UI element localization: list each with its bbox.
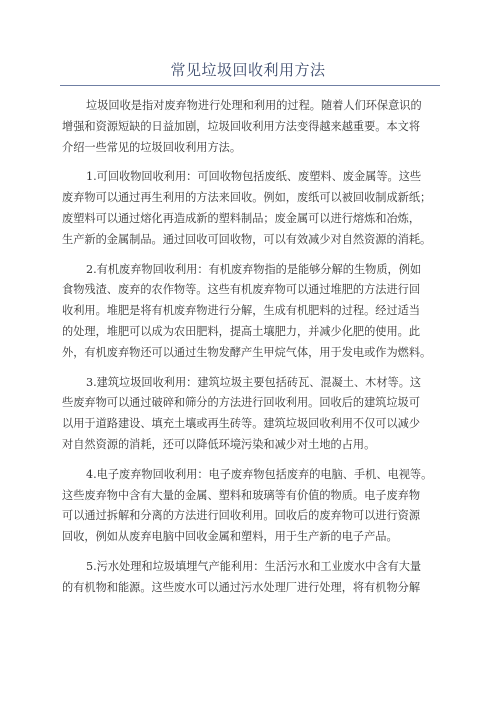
text-line: 这些废弃物中含有大量的金属、塑料和玻璃等有价值的物质。电子废弃物: [62, 488, 421, 502]
text-line: 些废弃物可以通过破碎和筛分的方法进行回收利用。回收后的建筑垃圾可: [62, 396, 421, 410]
text-line: 外，有机废弃物还可以通过生物发酵产生甲烷气体，用于发电或作为燃料。: [62, 345, 432, 359]
text-line: 的处理，堆肥可以成为农田肥料，提高土壤肥力，并减少化肥的使用。此: [62, 324, 421, 338]
text-line: 收利用。堆肥是将有机废弃物进行分解，生成有机肥料的过程。经过适当: [62, 304, 421, 318]
text-line: 废塑料可以通过熔化再造成新的塑料制品；废金属可以进行熔炼和冶炼，: [62, 211, 421, 225]
paragraph-electronic-waste: [62, 465, 436, 548]
text-line: 5.污水处理和垃圾填埋气产能利用：生活污水和工业废水中含有大量: [86, 559, 422, 573]
text-line: 垃圾回收是指对废弃物进行处理和利用的过程。随着人们环保意识的: [86, 99, 422, 112]
text-line: 生产新的金属制品。通过回收可回收物，可以有效减少对自然资源的消耗。: [62, 232, 432, 246]
text-line: 介绍一些常见的垃圾回收利用方法。: [62, 140, 242, 154]
text-line: 增强和资源短缺的日益加剧，垃圾回收利用方法变得越来越重要。本文将: [62, 119, 421, 133]
document-body: [62, 96, 436, 608]
text-line: 可以通过拆解和分离的方法进行回收利用。回收后的废弃物可以进行资源: [62, 509, 421, 523]
text-line: 回收，例如从废弃电脑中回收金属和塑料，用于生产新的电子产品。: [62, 530, 398, 544]
paragraph-recyclables: [62, 167, 436, 250]
text-line: 对自然资源的消耗，还可以降低环境污染和减少对土地的占用。: [62, 437, 376, 451]
text-line: 食物残渣、废弃的农作物等。这些有机废弃物可以通过堆肥的方法进行回: [62, 283, 421, 297]
paragraph-construction-waste: [62, 373, 436, 456]
title-divider: [60, 85, 440, 86]
page-title: 常见垃圾回收利用方法: [170, 61, 326, 79]
paragraph-intro: [62, 96, 436, 158]
text-line: 4.电子废弃物回收利用：电子废弃物包括废弃的电脑、手机、电视等。: [86, 467, 433, 481]
text-line: 3.建筑垃圾回收利用：建筑垃圾主要包括砖瓦、混凝土、木材等。这: [86, 375, 422, 389]
text-line: 以用于道路建设、填充土壤或再生砖等。建筑垃圾回收利用不仅可以减少: [62, 417, 421, 431]
paragraph-organic-waste: [62, 260, 436, 364]
paragraph-wastewater-landfill-gas: [62, 557, 436, 599]
text-line: 2.有机废弃物回收利用：有机废弃物指的是能够分解的生物质，例如: [86, 262, 422, 276]
text-line: 1.可回收物回收利用：可回收物包括废纸、废塑料、废金属等。这些: [86, 170, 422, 184]
text-line: 废弃物可以通过再生利用的方法来回收。例如，废纸可以被回收制成新纸；: [62, 191, 432, 205]
text-line: 的有机物和能源。这些废水可以通过污水处理厂进行处理，将有机物分解: [62, 580, 421, 594]
